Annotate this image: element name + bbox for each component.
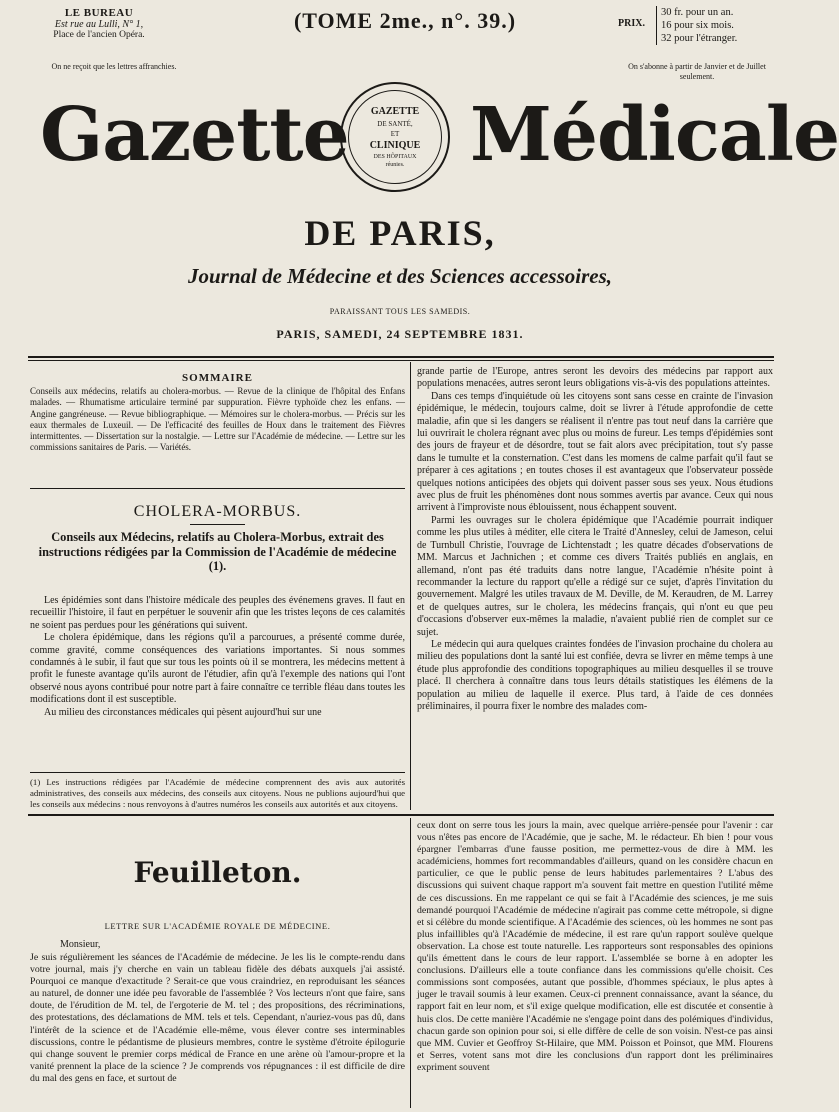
column-divider-top bbox=[410, 362, 411, 810]
seal-line-6: réunies. bbox=[385, 162, 405, 168]
lettre-title: LETTRE SUR L'ACADÉMIE ROYALE DE MÉDECINE. bbox=[104, 921, 331, 931]
masthead-word-medicale: Médicale bbox=[470, 92, 839, 178]
feuilleton-title: Feuilleton. bbox=[133, 856, 302, 889]
note-subscription: On s'abonne à partir de Janvier et de Juillet seulement. bbox=[628, 62, 766, 81]
sommaire-rule bbox=[30, 488, 405, 489]
article-paragraph: Les épidémies sont dans l'histoire médicale des peuples des événemens graves. Il faut en recueillir l'histoire, il faut en perpétuer le souvenir afin que les tristes leçons de ces calamités ne soient pas perdues pour les générations qui suivent. bbox=[30, 595, 405, 631]
article-footnote: (1) Les instructions rédigées par l'Académie de médecine comprennent des avis aux autorités administratives, des conseils aux médecins, des conseils aux citoyens. Nous ne publions aujourd'hui que les conseils aux médecins : nous renvoyons à d'autres numéros les conseils aux autorités et aux citoyens. bbox=[30, 777, 405, 809]
issue-number: (TOME 2me., n°. 39.) bbox=[293, 8, 517, 33]
article-left-column bbox=[30, 595, 405, 719]
bureau-title: LE BUREAU bbox=[64, 7, 134, 19]
seal-line-5: DES HÔPITAUX bbox=[373, 154, 417, 160]
price-foreign: 32 pour l'étranger. bbox=[661, 33, 738, 44]
seal-line-2: DE SANTÉ, bbox=[377, 120, 413, 128]
article-paragraph: Au milieu des circonstances médicales qui pèsent aujourd'hui sur une bbox=[44, 706, 322, 718]
sommaire-title: SOMMAIRE bbox=[182, 372, 253, 384]
price-six-months: 16 pour six mois. bbox=[661, 20, 734, 31]
feuilleton-rule bbox=[28, 814, 774, 816]
sommaire-text: Conseils aux médecins, relatifs au cholera-morbus. — Revue de la clinique de l'hôpital des Enfans malades. — Rhumatisme articulaire terminé par suppuration. Fièvre typhoïde chez les enfans. — Angine gangréneuse. — Revue bibliographique. — Mémoires sur le cholera-morbus. — Précis sur les eaux thermales de Luxeuil. — De l'efficacité des feuilles de Houx dans le traitement des Fièvres intermittentes. — Dissertation sur la nostalgie. — Lettre sur l'Académie de médecine. — Lettre sur les commissions sanitaires de Paris. — Variétés. bbox=[30, 386, 405, 453]
column-divider-bottom bbox=[410, 818, 411, 1108]
masthead-seal bbox=[340, 82, 450, 192]
seal-line-3: ET bbox=[390, 130, 400, 138]
lettre-right-column: ceux dont on serre tous les jours la main, avec quelque arrière-pensée pour l'avenir : car vous n'êtes pas encore de l'Académie, que je sache, M. le rédacteur. Eh bien ! pour vous épargner l'embarras d'une fausse position, me permettez-vous de dire à MM. les académiciens, hommes fort recommandables d'ailleurs, quand on les considère chacun en particulier, ce que le public pense de leurs habitudes parlementaires ? L'abus des discussions qui suivent chaque rapport m'a souvent fait mettre en question l'utilité même de ces discussions. En me rappelant ce qui se fait à l'Académie des sciences, je me suis demandé pourquoi l'Académie de médecine n'agirait pas comme cette métropole, si digne et si célèbre du monde scientifique. A l'Académie des sciences, où les hommes ne sont pas plus infaillibles qu'à l'Académie de médecine, il est rare qu'un rapport soulève quelque observation. La chose est toute naturelle. Les rapporteurs sont responsables des opinions qu'ils émettent dans le cours de leur rapport. L'assemblée se borne à en adopter les conclusions. D'ailleurs elle a toute confiance dans les commissions qu'elle choisit. Ces commissions sont composées, autant que possible, d'hommes spéciaux, le plus aptes à juger le travail soumis à leur examen. Ceux-ci prennent connaissance, avant la séance, du rapport fait en leur nom, et s'il exige quelque modification, elle est discutée et consentie à huis clos. De cette manière l'Académie ne s'engage point dans des polémiques d'individus, chacun garde son opinion pour soi, si elle diffère de celle de son voisin. N'est-ce pas ainsi que MM. Cuvier et Geoffroy St-Hilaire, que MM. Poisson et Poinsot, que MM. Flourens et Serres, votent sans mot dire les conclusions d'un rapport dont les préliminaires expriment souvent bbox=[417, 820, 773, 1073]
lettre-left-column: Je suis régulièrement les séances de l'Académie de médecine. Je les lis le compte-rendu dans votre journal, mais j'y cherche en vain un tableau fidèle des débats auxquels j'ai assisté. Pourquoi ce manque d'exactitude ? Serait-ce que vous craindriez, en reproduisant les séances au naturel, de donner une idée peu favorable de l'assemblée ? Vos lecteurs n'ont que faire, sans doute, de l'érudition de M. tel, de l'ergoterie de M. tel ; des propositions, des récriminations, des protestations, des déclamations de MM. tels et tels. Cependant, n'auriez-vous pas dû, dans l'intérêt de la science et de l'Académie elle-même, vous élever contre ses interminables discussions, contre le pédantisme de plusieurs membres, contre le système d'étroite épilogurie qui change souvent le premier corps médical de France en une arène où l'amour-propre et la vanité prennent la place de la science ? Je comprends vos répugnances : il est difficile de dire du mal des gens en face, et surtout de bbox=[30, 952, 405, 1084]
price-year: 30 fr. pour un an. bbox=[661, 7, 734, 18]
masthead-rule-thin bbox=[28, 360, 774, 361]
article-paragraph: grande partie de l'Europe, antres seront les devoirs des médecins par rapport aux populations menacées, autres seront leurs obligations vis-à-vis des populations atteintes. bbox=[417, 366, 773, 390]
bureau-place: Place de l'ancien Opéra. bbox=[53, 30, 145, 40]
note-letters: On ne reçoit que les lettres affranchies. bbox=[51, 62, 177, 71]
article-paragraph: Le médecin qui aura quelques craintes fondées de l'invasion prochaine du cholera au milieu des populations dont la santé lui est confiée, devra se livrer en même temps à une étude plus approfondie des conditions topographiques au milieu desquelles il se trouve placé. Il cherchera à connaître dans tous leurs détails statistiques les élémens de la population au milieu de laquelle il exerce. Plus tard, à l'aide de ces données préliminaires, il pourra fixer le nombre des malades com- bbox=[417, 638, 773, 712]
masthead-rule bbox=[28, 356, 774, 358]
article-paragraph: Parmi les ouvrages sur le cholera épidémique que l'Académie pourrait indiquer comme les plus utiles à méditer, elle citera le Traité d'Annesley, celui de Jameson, celui de Turnbull Christie, l'ouvrage de Lichtenstadt ; les quatre décades d'observations de MM. Marcus et Jachnichen ; et comme ces divers Traités publiés en anglais, en allemand, n'ont pas été traduits dans notre langue, l'Académie n'hésite point à recommander la lecture du rapport qu'elle a rédigé sur ce sujet, d'après l'invitation du gouvernement. Malgré les utiles travaux de M. Deville, de M. Keraudren, de M. Larrey et de quelques autres, sur le cholera, les médecins français, qui n'ont eu que peu d'occasions d'observer eux-mêmes la maladie, n'avaient publié rien de complet sur ce sujet. bbox=[417, 514, 773, 638]
seal-line-1: GAZETTE bbox=[370, 106, 420, 117]
masthead-subtitle: Journal de Médecine et des Sciences accessoires, bbox=[187, 264, 612, 288]
section-title-cholera: CHOLERA-MORBUS. bbox=[133, 503, 302, 520]
masthead-word-gazette: Gazette bbox=[40, 92, 349, 178]
footnote-rule bbox=[30, 772, 405, 773]
article-paragraph: Dans ces temps d'inquiétude où les citoyens sont sans cesse en crainte de l'invasion épidémique, le médecin, toujours calme, doit se livrer à l'étude approfondie de cette maladie, afin que si les dangers se réalisent il n'entre pas tout neuf dans la carrière que lui ouvrirait le cholera régnant avec plus ou moins de fureur. Les temps d'épidémies sont des jours de frayeur et de désordre, tout se fait alors avec précipitation, tout s'y passe dans le tumulte et la consternation. C'est dans les momens de calme parfait qu'il faut se préparer à ces agitations ; en toutes choses il est avantageux que l'observateur possède quelques notions anticipées des objets qui doivent passer sous ses yeux. Nous étudions avec plus de fruit les phénomènes dont nous sommes avertis par avance. Ceux qui nous arrivent à l'improviste nous éblouissent, nous échappent souvent. bbox=[417, 390, 773, 514]
article-heading: Conseils aux Médecins, relatifs au Cholera-Morbus, extrait des instructions rédigées par la Commission de l'Académie de médecine (1). bbox=[38, 530, 397, 573]
article-paragraph: Le cholera épidémique, dans les régions qu'il a parcourues, a présenté comme durée, comme gravité, comme conséquences des variations importantes. Si nous sommes condamnés à le subir, il faut que sur tous les points où il se montrera, les médecins mettent à profit le funeste avantage qu'ils auront de l'étudier, afin qu'à l'exemple des nations qui l'ont observé nous ayons contribué pour notre part à faire connaître ce terrible fléau dans toutes les modifications dont il est susceptible. bbox=[30, 632, 405, 706]
article-right-column bbox=[417, 366, 773, 713]
price-list bbox=[656, 6, 737, 45]
dateline: PARIS, SAMEDI, 24 SEPTEMBRE 1831. bbox=[276, 327, 524, 341]
section-title-underline bbox=[190, 524, 245, 525]
bureau-address: Est rue au Lulli, N° 1, bbox=[54, 19, 144, 30]
prix-label: PRIX. bbox=[618, 18, 645, 29]
seal-line-4: CLINIQUE bbox=[369, 140, 421, 151]
bureau-block bbox=[34, 8, 164, 41]
publication-frequency: PARAISSANT TOUS LES SAMEDIS. bbox=[329, 307, 471, 316]
masthead-de-paris: DE PARIS, bbox=[304, 213, 496, 253]
lettre-salutation: Monsieur, bbox=[60, 939, 101, 950]
